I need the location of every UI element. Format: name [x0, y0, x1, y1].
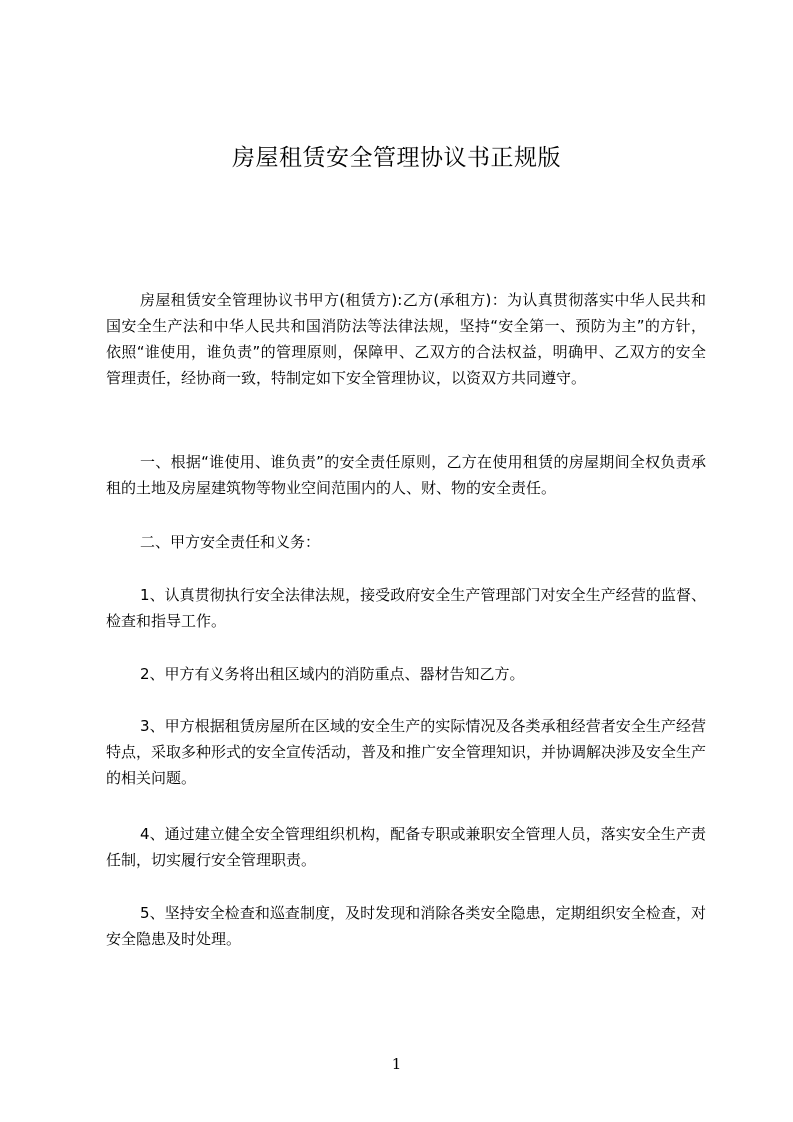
- paragraph-item-1: 1、认真贯彻执行安全法律法规，接受政府安全生产管理部门对安全生产经营的监督、检查和指导工作。: [106, 586, 706, 630]
- paragraph-clause-2-heading: 二、甲方安全责任和义务：: [140, 533, 321, 551]
- paragraph-item-2: 2、甲方有义务将出租区域内的消防重点、器材告知乙方。: [140, 665, 525, 683]
- paragraph-intro: 房屋租赁安全管理协议书甲方(租赁方):乙方(承租方)：为认真贯彻落实中华人民共和国安全生产法和中华人民共和国消防法等法律法规，坚持“安全第一、预防为主”的方针，依照“谁使用，谁负责”的管理原则，保障甲、乙双方的合法权益，明确甲、乙双方的安全管理责任，经协商一致，特制定如下安全管理协议，以资双方共同遵守。: [106, 291, 706, 387]
- paragraph-item-4: 4、通过建立健全安全管理组织机构，配备专职或兼职安全管理人员，落实安全生产责任制，切实履行安全管理职责。: [106, 825, 706, 869]
- paragraph-item-5: 5、坚持安全检查和巡查制度，及时发现和消除各类安全隐患，定期组织安全检查，对安全隐患及时处理。: [106, 904, 706, 948]
- page-number: 1: [391, 1055, 402, 1073]
- document-title: 房屋租赁安全管理协议书正规版: [232, 145, 561, 171]
- paragraph-clause-1: 一、根据“谁使用、谁负责”的安全责任原则，乙方在使用租赁的房屋期间全权负责承租的土地及房屋建筑物等物业空间范围内的人、财、物的安全责任。: [106, 453, 706, 497]
- paragraph-item-3: 3、甲方根据租赁房屋所在区域的安全生产的实际情况及各类承租经营者安全生产经营特点，采取多种形式的安全宣传活动，普及和推广安全管理知识，并协调解决涉及安全生产的相关问题。: [106, 717, 707, 787]
